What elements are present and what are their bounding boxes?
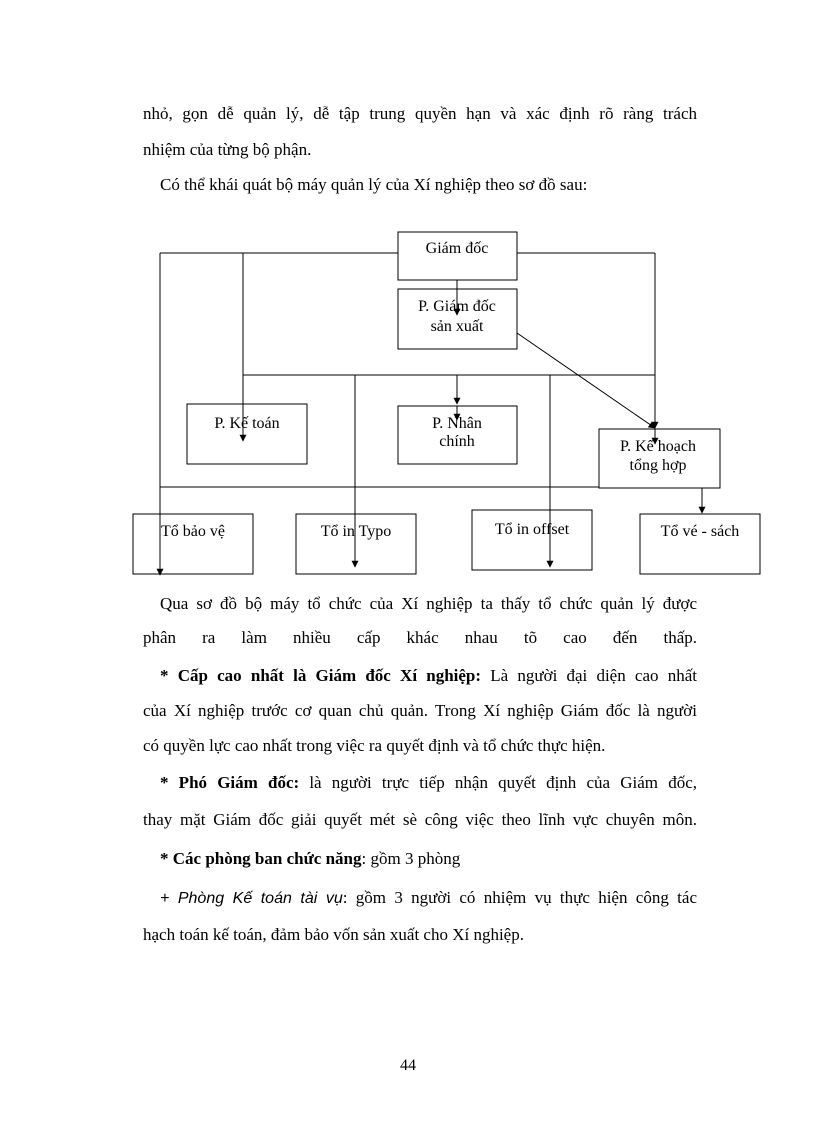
text-span: là người trực tiếp nhận quyết định của Giám đốc, (299, 773, 697, 792)
node-accounting-box (187, 404, 307, 464)
node-director: Giám đốc (425, 240, 489, 257)
text-span: : gồm 3 người có nhiệm vụ thực hiện công tác (342, 888, 697, 907)
body-line: nhỏ, gọn dễ quản lý, dễ tập trung quyền hạn và xác định rõ ràng trách (143, 104, 697, 123)
text-span: : gồm 3 phòng (361, 849, 461, 868)
node-ticket-book: Tổ vé - sách (660, 523, 740, 540)
node-offset: Tổ in offset (494, 521, 570, 538)
body-line: Có thể khái quát bộ máy quản lý của Xí nghiệp theo sơ đồ sau: (160, 175, 588, 194)
body-line: thay mặt Giám đốc giải quyết mét sè công việc theo lĩnh vực chuyên môn. (143, 810, 697, 829)
node-deputy-line2: sản xuất (430, 318, 484, 335)
heading-departments: * Các phòng ban chức năng (160, 849, 362, 868)
body-line: Qua sơ đồ bộ máy tổ chức của Xí nghiệp ta thấy tổ chức quản lý được (160, 594, 697, 613)
heading-director: * Cấp cao nhất là Giám đốc Xí nghiệp: (160, 666, 482, 685)
body-line: của Xí nghiệp trước cơ quan chủ quản. Trong Xí nghiệp Giám đốc là người (143, 701, 697, 720)
body-line: nhiệm của từng bộ phận. (143, 140, 312, 159)
node-deputy-line1: P. Giám đốc (418, 298, 496, 315)
body-line (160, 773, 697, 793)
body-line (160, 849, 714, 869)
body-line: có quyền lực cao nhất trong việc ra quyết định và tổ chức thực hiện. (143, 736, 606, 755)
body-line: hạch toán kế toán, đảm bảo vốn sản xuất cho Xí nghiệp. (143, 925, 524, 944)
node-offset-box (472, 510, 592, 570)
body-line (160, 666, 697, 686)
node-accounting: P. Kế toán (214, 415, 280, 432)
page-number: 44 (400, 1057, 416, 1074)
node-hr-line2: chính (439, 433, 475, 450)
node-planning-line1: P. Kế hoạch (620, 438, 696, 455)
text-span: Là người đại diện cao nhất (481, 666, 697, 685)
node-hr-line1: P. Nhân (432, 415, 482, 432)
node-typo: Tổ in Typo (320, 523, 392, 540)
node-security: Tổ bảo vệ (161, 523, 225, 540)
heading-accounting-dept: + Phòng Kế toán tài vụ (160, 890, 343, 907)
body-line: phân ra làm nhiều cấp khác nhau tõ cao đến thấp. (143, 628, 697, 647)
heading-deputy: * Phó Giám đốc: (160, 773, 300, 792)
node-planning-line2: tổng hợp (629, 457, 687, 474)
body-line (160, 888, 697, 909)
